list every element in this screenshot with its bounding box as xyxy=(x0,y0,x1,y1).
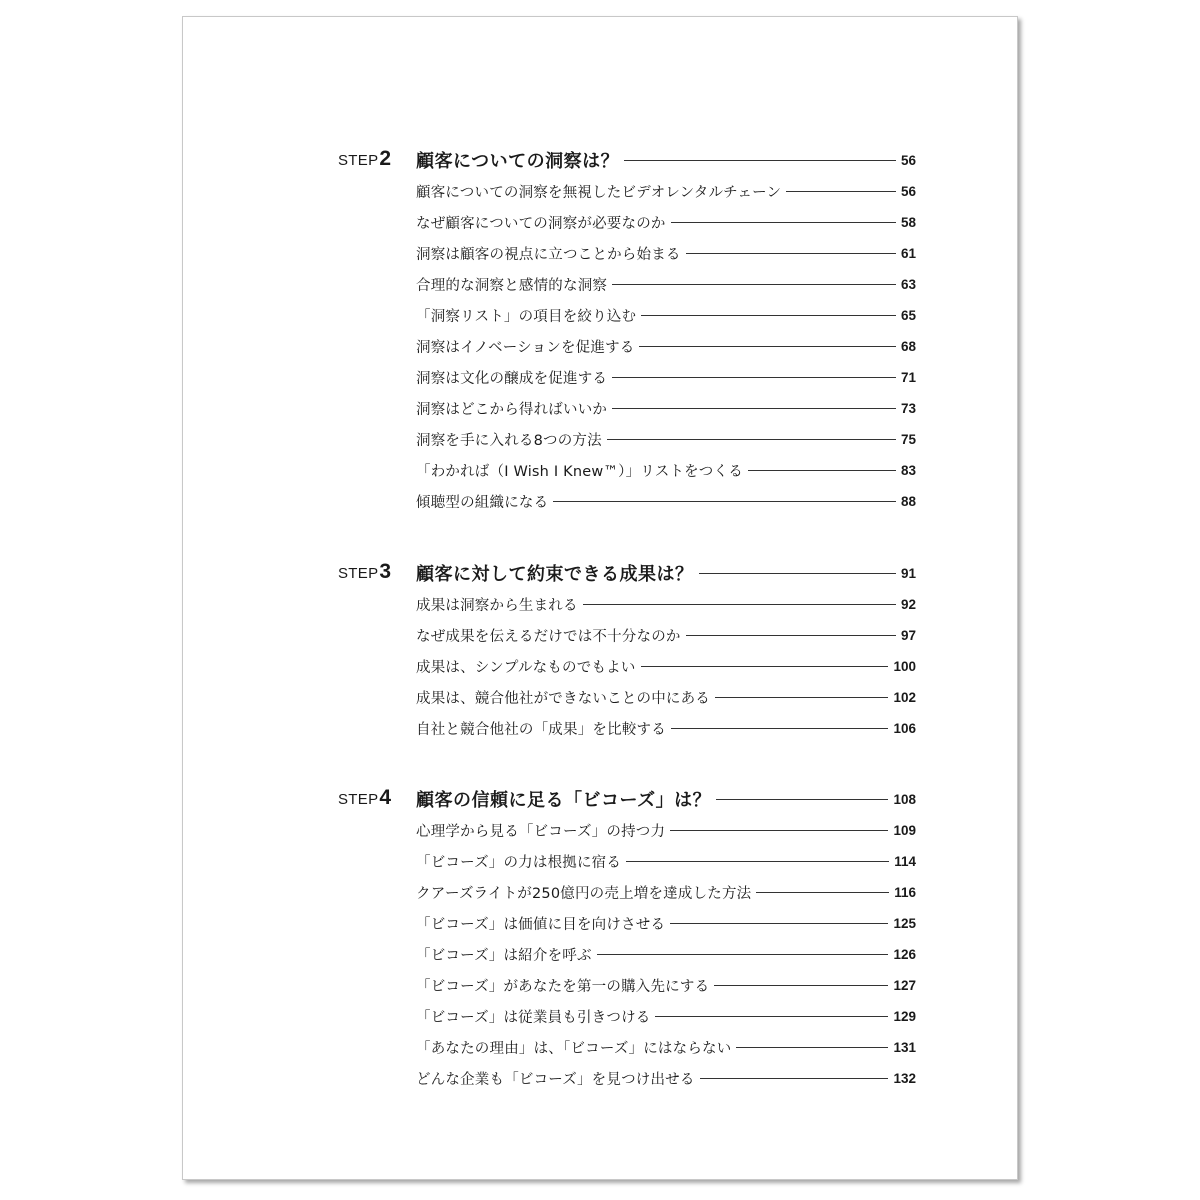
leader-line xyxy=(641,315,896,316)
leader-line xyxy=(686,253,896,254)
entry-label: 「ビコーズ」は紹介を呼ぶ xyxy=(416,947,592,964)
leader-line xyxy=(786,191,896,192)
toc-entry[interactable] xyxy=(416,717,916,739)
page-number: 68 xyxy=(900,338,916,354)
leader-line xyxy=(597,954,889,955)
entry-label: 洞察を手に入れる8つの方法 xyxy=(416,432,602,449)
leader-line xyxy=(626,861,889,862)
entry-label: 成果は、シンプルなものでもよい xyxy=(416,659,636,676)
leader-line xyxy=(736,1047,888,1048)
entry-label: 自社と競合他社の「成果」を比較する xyxy=(416,721,666,738)
toc-entry[interactable] xyxy=(416,819,916,841)
entry-label: 傾聴型の組織になる xyxy=(416,494,549,511)
entry-label: 成果は、競合他社ができないことの中にある xyxy=(416,690,710,707)
toc-entry[interactable] xyxy=(416,655,916,677)
step-number: 3 xyxy=(379,560,392,583)
page-number: 108 xyxy=(893,791,916,807)
entry-label: 「ビコーズ」があなたを第一の購入先にする xyxy=(416,978,710,995)
page-number: 116 xyxy=(894,884,916,900)
leader-line xyxy=(607,439,896,440)
chapter-title: 顧客についての洞察は？ xyxy=(416,151,620,172)
toc-entry[interactable] xyxy=(416,593,916,615)
toc-entry[interactable] xyxy=(416,242,916,264)
toc-entry[interactable] xyxy=(416,459,916,481)
leader-line xyxy=(612,377,896,378)
step-tag xyxy=(338,560,391,586)
page-number: 71 xyxy=(900,369,916,385)
page-number: 126 xyxy=(893,946,916,962)
entry-label: 心理学から見る「ビコーズ」の持つ力 xyxy=(416,823,666,840)
step-tag xyxy=(338,786,391,812)
leader-line xyxy=(716,799,888,800)
leader-line xyxy=(686,635,896,636)
entry-label: なぜ成果を伝えるだけでは不十分なのか xyxy=(416,628,681,645)
page-number: 61 xyxy=(900,245,916,261)
page-number: 109 xyxy=(893,822,916,838)
leader-line xyxy=(641,666,889,667)
page-number: 100 xyxy=(893,658,916,674)
page-number: 65 xyxy=(900,307,916,323)
page-number: 129 xyxy=(893,1008,916,1024)
step-tag xyxy=(338,147,391,173)
entry-label: 成果は洞察から生まれる xyxy=(416,597,578,614)
page-number: 75 xyxy=(900,431,916,447)
page-number: 102 xyxy=(893,689,916,705)
entry-label: 合理的な洞察と感情的な洞察 xyxy=(416,277,608,294)
page-number: 125 xyxy=(893,915,916,931)
entry-label: 洞察はどこから得ればいいか xyxy=(416,401,608,418)
toc-entry[interactable] xyxy=(416,490,916,512)
chapter-title: 顧客に対して約束できる成果は？ xyxy=(416,564,694,585)
entry-label: 洞察はイノベーションを促進する xyxy=(416,339,635,356)
page-number: 56 xyxy=(900,152,916,168)
toc-entry[interactable] xyxy=(416,273,916,295)
toc-entry[interactable] xyxy=(416,1036,916,1058)
entry-label: クアーズライトが250億円の売上増を達成した方法 xyxy=(416,885,752,902)
page-number: 132 xyxy=(893,1070,916,1086)
leader-line xyxy=(700,1078,889,1079)
page-number: 73 xyxy=(900,400,916,416)
entry-label: 「わかれば（I Wish I Knew™）」リストをつくる xyxy=(416,463,743,480)
leader-line xyxy=(612,408,896,409)
page-number: 106 xyxy=(893,720,916,736)
toc-entry[interactable] xyxy=(416,1005,916,1027)
leader-line xyxy=(655,1016,888,1017)
entry-label: なぜ顧客についての洞察が必要なのか xyxy=(416,215,666,232)
book-page xyxy=(182,16,1018,1180)
toc-entry[interactable] xyxy=(416,943,916,965)
page-number: 63 xyxy=(900,276,916,292)
toc-entry[interactable] xyxy=(416,211,916,233)
leader-line xyxy=(639,346,896,347)
entry-label: どんな企業も「ビコーズ」を見つけ出せる xyxy=(416,1071,695,1088)
toc-entry[interactable] xyxy=(416,304,916,326)
entry-label: 顧客についての洞察を無視したビデオレンタルチェーン xyxy=(416,184,782,201)
toc-entry[interactable] xyxy=(416,397,916,419)
leader-line xyxy=(714,985,888,986)
leader-line xyxy=(612,284,896,285)
toc-entry[interactable] xyxy=(416,686,916,708)
toc-entry[interactable] xyxy=(416,912,916,934)
page-number: 127 xyxy=(893,977,916,993)
entry-label: 洞察は顧客の視点に立つことから始まる xyxy=(416,246,681,263)
leader-line xyxy=(748,470,896,471)
toc-entry[interactable] xyxy=(416,366,916,388)
page-number: 92 xyxy=(900,596,916,612)
leader-line xyxy=(624,160,896,161)
leader-line xyxy=(671,222,896,223)
leader-line xyxy=(553,501,896,502)
toc-entry[interactable] xyxy=(416,335,916,357)
page-number: 91 xyxy=(900,565,916,581)
toc-entry[interactable] xyxy=(416,850,916,872)
step-word: STEP xyxy=(338,152,379,169)
page-number: 131 xyxy=(893,1039,916,1055)
entry-label: 「洞察リスト」の項目を絞り込む xyxy=(416,308,637,325)
leader-line xyxy=(583,604,896,605)
entry-label: 「ビコーズ」は価値に目を向けさせる xyxy=(416,916,666,933)
chapter-heading[interactable] xyxy=(416,786,916,812)
chapter-title: 顧客の信頼に足る「ビコーズ」は？ xyxy=(416,790,712,811)
entry-label: 「ビコーズ」は従業員も引きつける xyxy=(416,1009,651,1026)
leader-line xyxy=(699,573,896,574)
toc-entry[interactable] xyxy=(416,881,916,903)
entry-label: 「あなたの理由」は、「ビコーズ」にはならない xyxy=(416,1040,732,1057)
toc-entry[interactable] xyxy=(416,974,916,996)
toc-entry[interactable] xyxy=(416,624,916,646)
step-word: STEP xyxy=(338,791,379,808)
toc-entry[interactable] xyxy=(416,1067,916,1089)
step-number: 4 xyxy=(379,786,392,809)
page-number: 97 xyxy=(900,627,916,643)
page-number: 88 xyxy=(900,493,916,509)
page-number: 56 xyxy=(900,183,916,199)
page-number: 83 xyxy=(900,462,916,478)
entry-label: 「ビコーズ」の力は根拠に宿る xyxy=(416,854,622,871)
chapter-heading[interactable] xyxy=(416,147,916,173)
step-number: 2 xyxy=(379,147,392,170)
leader-line xyxy=(671,728,889,729)
toc-entry[interactable] xyxy=(416,428,916,450)
toc-entry[interactable] xyxy=(416,180,916,202)
page-number: 58 xyxy=(900,214,916,230)
leader-line xyxy=(756,892,889,893)
chapter-heading[interactable] xyxy=(416,560,916,586)
page-number: 114 xyxy=(894,853,916,869)
entry-label: 洞察は文化の醸成を促進する xyxy=(416,370,608,387)
leader-line xyxy=(715,697,888,698)
step-word: STEP xyxy=(338,565,379,582)
leader-line xyxy=(670,830,888,831)
leader-line xyxy=(670,923,888,924)
